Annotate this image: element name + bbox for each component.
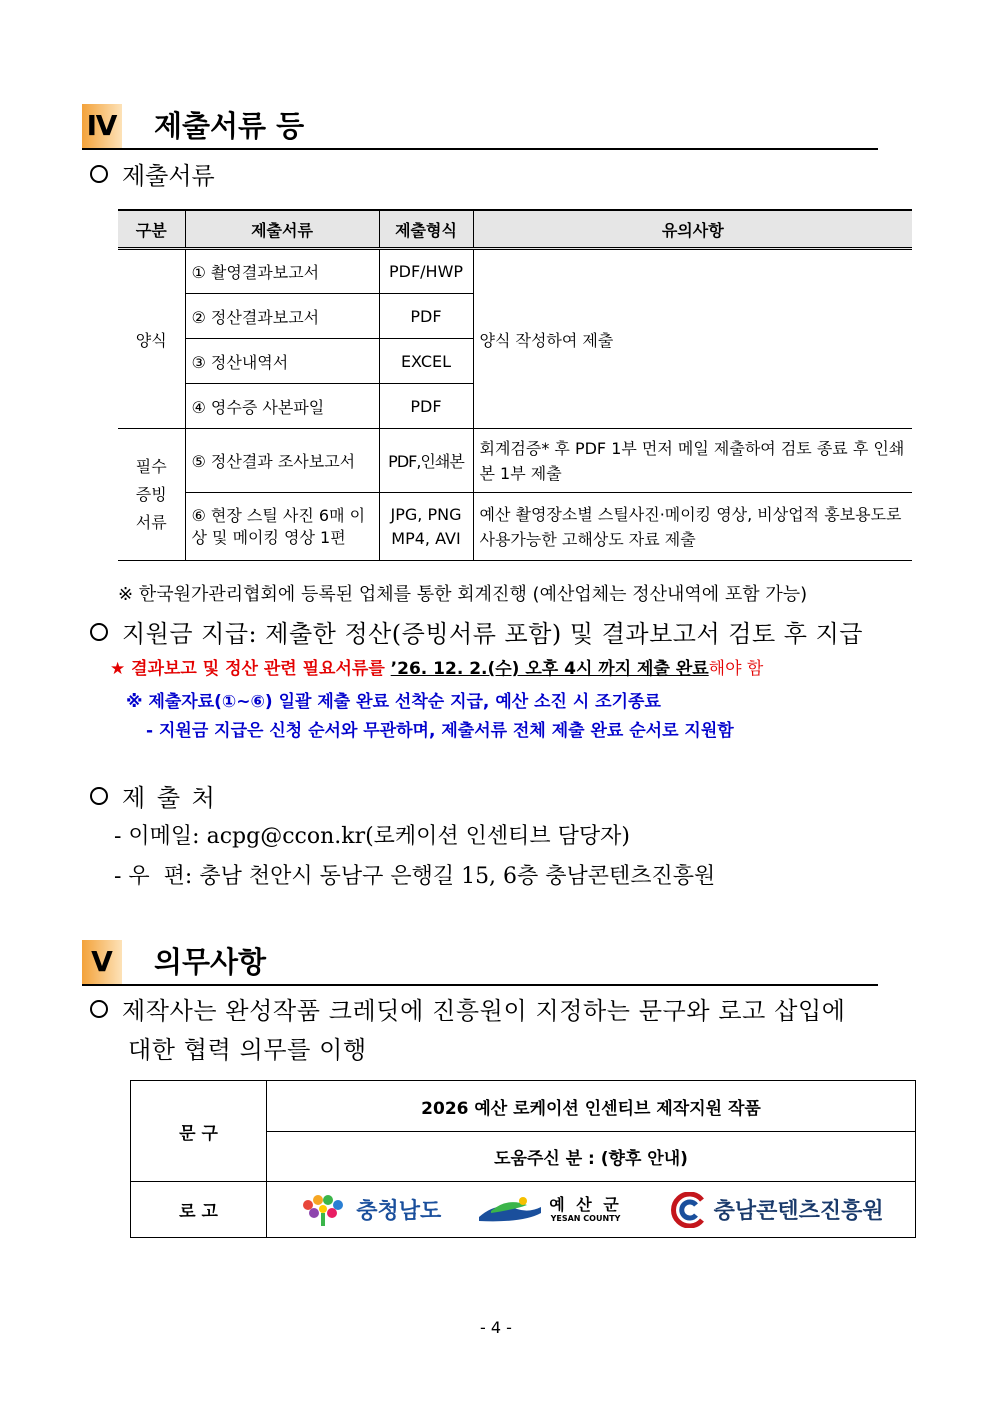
doc-cell: ② 정산결과보고서 bbox=[185, 294, 379, 339]
docs-heading: 제출서류 bbox=[90, 161, 215, 191]
deadline-line: ★ 결과보고 및 정산 관련 필요서류를 ’26. 12. 2.(수) 오후 4시 까지 제출 완료해야 함 bbox=[110, 659, 764, 679]
doc-cell: ③ 정산내역서 bbox=[185, 339, 379, 384]
chungnam-logo: 충청남도 bbox=[298, 1193, 441, 1227]
format-cell: JPG, PNG MP4, AVI bbox=[379, 493, 473, 561]
col-header: 구분 bbox=[118, 210, 185, 249]
col-header: 제출형식 bbox=[379, 210, 473, 249]
table-row bbox=[118, 493, 912, 561]
post-line: - 우 편: 충남 천안시 동남구 은행길 15, 6층 충남콘텐츠진흥원 bbox=[114, 864, 716, 889]
col-header: 유의사항 bbox=[473, 210, 912, 249]
group-cell: 필수 증빙 서류 bbox=[118, 429, 185, 561]
format-cell: PDF/HWP bbox=[379, 249, 473, 294]
table-row bbox=[118, 249, 912, 294]
label-cell: 문 구 bbox=[131, 1081, 267, 1182]
format-cell: EXCEL bbox=[379, 339, 473, 384]
duty-line-1: 제작사는 완성작품 크레딧에 진흥원이 지정하는 문구와 로고 삽입에 bbox=[90, 996, 846, 1026]
doc-cell: ④ 영수증 사본파일 bbox=[185, 384, 379, 429]
flower-icon bbox=[298, 1193, 350, 1227]
note-cell: 양식 작성하여 제출 bbox=[473, 249, 912, 429]
mountain-icon bbox=[477, 1195, 543, 1225]
format-cell: PDF bbox=[379, 294, 473, 339]
table-header-row bbox=[118, 210, 912, 249]
phrase-cell: 도움주신 분 : (향후 안내) bbox=[267, 1132, 916, 1182]
phrase-cell: 2026 예산 로케이션 인센티브 제작지원 작품 bbox=[267, 1081, 916, 1132]
email-line: - 이메일: acpg@ccon.kr(로케이션 인센티브 담당자) bbox=[114, 824, 631, 849]
notice-2: - 지원금 지급은 신청 순서와 무관하며, 제출서류 전체 제출 완료 순서로 지원함 bbox=[146, 721, 734, 741]
deadline-date: ’26. 12. 2.(수) 오후 4시 까지 제출 완료 bbox=[390, 659, 709, 679]
duty-line-2: 대한 협력 의무를 이행 bbox=[128, 1036, 367, 1064]
label-cell: 로 고 bbox=[131, 1182, 267, 1238]
notice-1: ※ 제출자료(①~⑥) 일괄 제출 완료 선착순 지급, 예산 소진 시 조기종료 bbox=[126, 692, 661, 712]
circle-bullet-icon bbox=[90, 787, 108, 805]
section-number: Ⅴ bbox=[82, 940, 122, 984]
doc-cell: ⑤ 정산결과 조사보고서 bbox=[185, 429, 379, 493]
footnote: ※ 한국원가관리협회에 등록된 업체를 통한 회계진행 (예산업체는 정산내역에 포함 가능) bbox=[118, 584, 808, 605]
group-cell: 양식 bbox=[118, 249, 185, 429]
credit-table bbox=[130, 1080, 916, 1238]
payment-line: 지원금 지급: 제출한 정산(증빙서류 포함) 및 결과보고서 검토 후 지급 bbox=[90, 619, 863, 649]
section-title: 제출서류 등 bbox=[154, 109, 305, 143]
format-cell: PDF,인쇄본 bbox=[379, 429, 473, 493]
table-row bbox=[131, 1182, 916, 1238]
doc-cell: ① 촬영결과보고서 bbox=[185, 249, 379, 294]
page-number: - 4 - bbox=[480, 1318, 512, 1337]
note-cell: 예산 촬영장소별 스틸사진·메이킹 영상, 비상업적 홍보용도로 사용가능한 고해상도 자료 제출 bbox=[473, 493, 912, 561]
col-header: 제출서류 bbox=[185, 210, 379, 249]
section-4-header bbox=[82, 104, 878, 150]
logo-cell bbox=[267, 1182, 916, 1238]
section-5-header bbox=[82, 940, 878, 986]
ccon-logo: 충남콘텐츠진흥원 bbox=[668, 1192, 884, 1228]
section-number: Ⅳ bbox=[82, 104, 122, 148]
documents-table bbox=[118, 209, 912, 561]
doc-cell: ⑥ 현장 스틸 사진 6매 이상 및 메이킹 영상 1편 bbox=[185, 493, 379, 561]
ccon-icon bbox=[668, 1192, 708, 1228]
format-cell: PDF bbox=[379, 384, 473, 429]
table-row bbox=[131, 1081, 916, 1132]
table-row bbox=[118, 429, 912, 493]
circle-bullet-icon bbox=[90, 623, 108, 641]
yesan-logo: 예 산 군 YESAN COUNTY bbox=[477, 1195, 622, 1225]
note-cell: 회계검증* 후 PDF 1부 먼저 메일 제출하여 검토 종료 후 인쇄본 1부 제출 bbox=[473, 429, 912, 493]
circle-bullet-icon bbox=[90, 1000, 108, 1018]
submit-heading: 제 출 처 bbox=[90, 783, 217, 813]
circle-bullet-icon bbox=[90, 165, 108, 183]
section-title: 의무사항 bbox=[154, 945, 267, 979]
